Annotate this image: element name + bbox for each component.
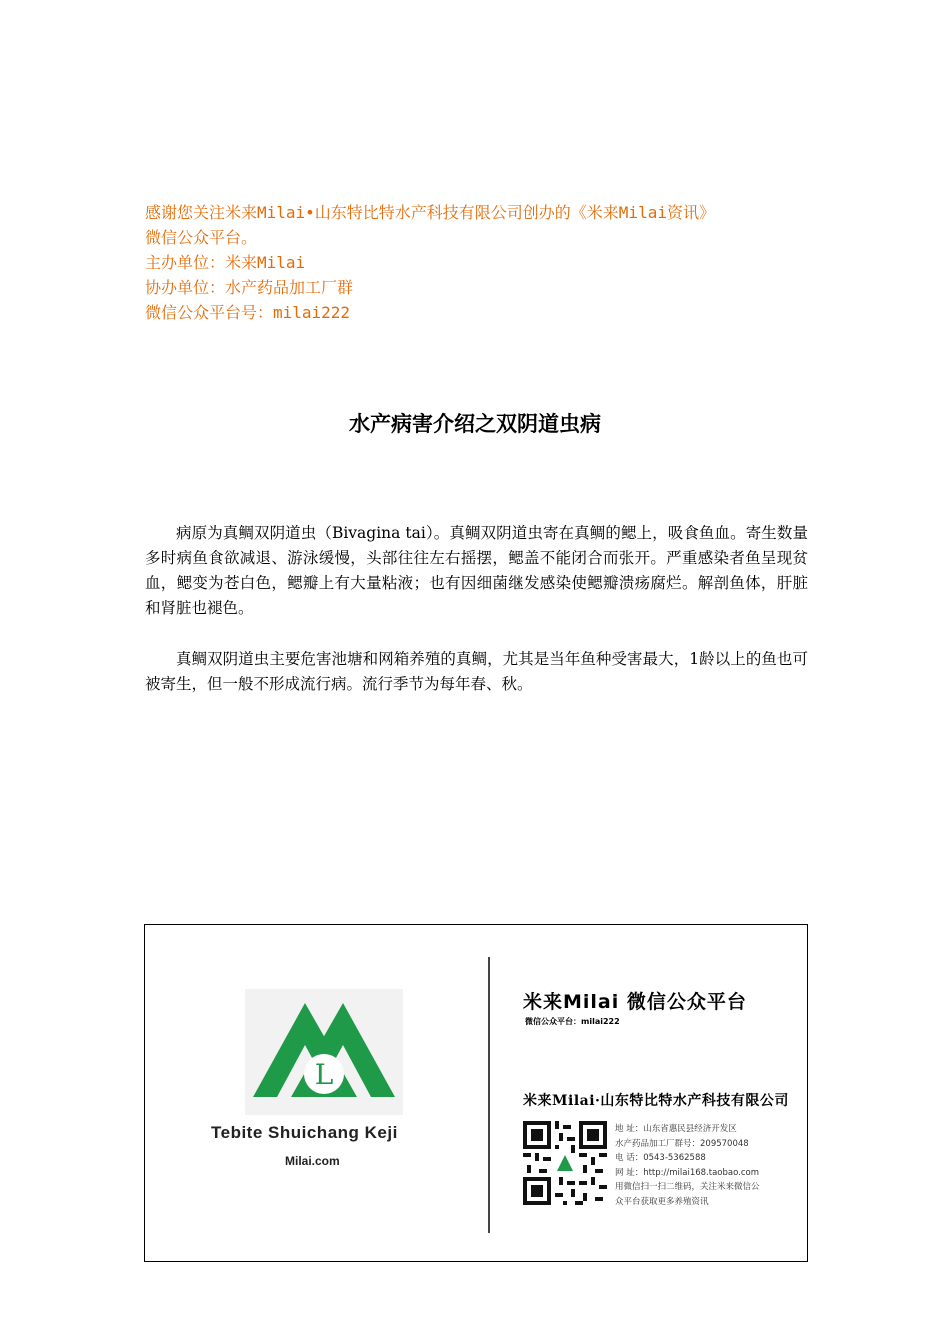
info-scan-2: 众平台获取更多养殖资讯	[615, 1196, 709, 1207]
company-name: 米来Milai·山东特比特水产科技有限公司	[523, 1093, 789, 1109]
platform-id: 微信公众平台：milai222	[525, 1017, 620, 1026]
info-scan-1: 用微信扫一扫二维码，关注米来微信公	[615, 1182, 760, 1193]
intro-line-2: 微信公众平台。	[145, 228, 258, 247]
intro-line-1: 感谢您关注米来Milai•山东特比特水产科技有限公司创办的《米来Milai资讯》	[145, 203, 715, 222]
contact-info	[615, 1122, 760, 1210]
paragraph-1: 病原为真鲷双阴道虫（Bivagina tai）。真鲷双阴道虫寄在真鲷的鳃上，吸食鱼血。寄生数量多时病鱼食欲减退、游泳缓慢，头部往往左右摇摆，鳃盖不能闭合而张开。严重感染者鱼呈现贫血，鳃变为苍白色，鳃瓣上有大量粘液；也有因细菌继发感染使鳃瓣溃疡腐烂。解剖鱼体，肝脏和肾脏也褪色。	[145, 524, 808, 617]
business-card	[144, 924, 808, 1262]
logo-url: Milai.com	[285, 1154, 340, 1168]
platform-title: 米来Milai 微信公众平台	[523, 991, 747, 1013]
wechat-id: 微信公众平台号：milai222	[145, 303, 351, 322]
logo-letter: L	[314, 1058, 334, 1091]
paragraph-2: 真鲷双阴道虫主要危害池塘和网箱养殖的真鲷，尤其是当年鱼种受害最大，1龄以上的鱼也可被寄生，但一般不形成流行病。流行季节为每年春、秋。	[145, 650, 808, 693]
co-host-unit: 协办单位：水产药品加工厂群	[145, 278, 354, 297]
logo-name: Tebite Shuichang Keji	[211, 1123, 398, 1142]
milai-logo-icon	[245, 989, 403, 1115]
card-divider	[488, 957, 490, 1233]
intro-block	[145, 200, 825, 325]
info-group: 水产药品加工厂群号：209570048	[615, 1138, 749, 1149]
host-unit: 主办单位：米来Milai	[145, 253, 306, 272]
qr-code-icon	[523, 1121, 607, 1205]
info-phone: 电 话：0543-5362588	[615, 1153, 706, 1164]
article-title: 水产病害介绍之双阴道虫病	[349, 412, 601, 436]
info-address: 地 址：山东省惠民县经济开发区	[615, 1124, 737, 1134]
info-website: 网 址：http://milai168.taobao.com	[615, 1167, 759, 1178]
